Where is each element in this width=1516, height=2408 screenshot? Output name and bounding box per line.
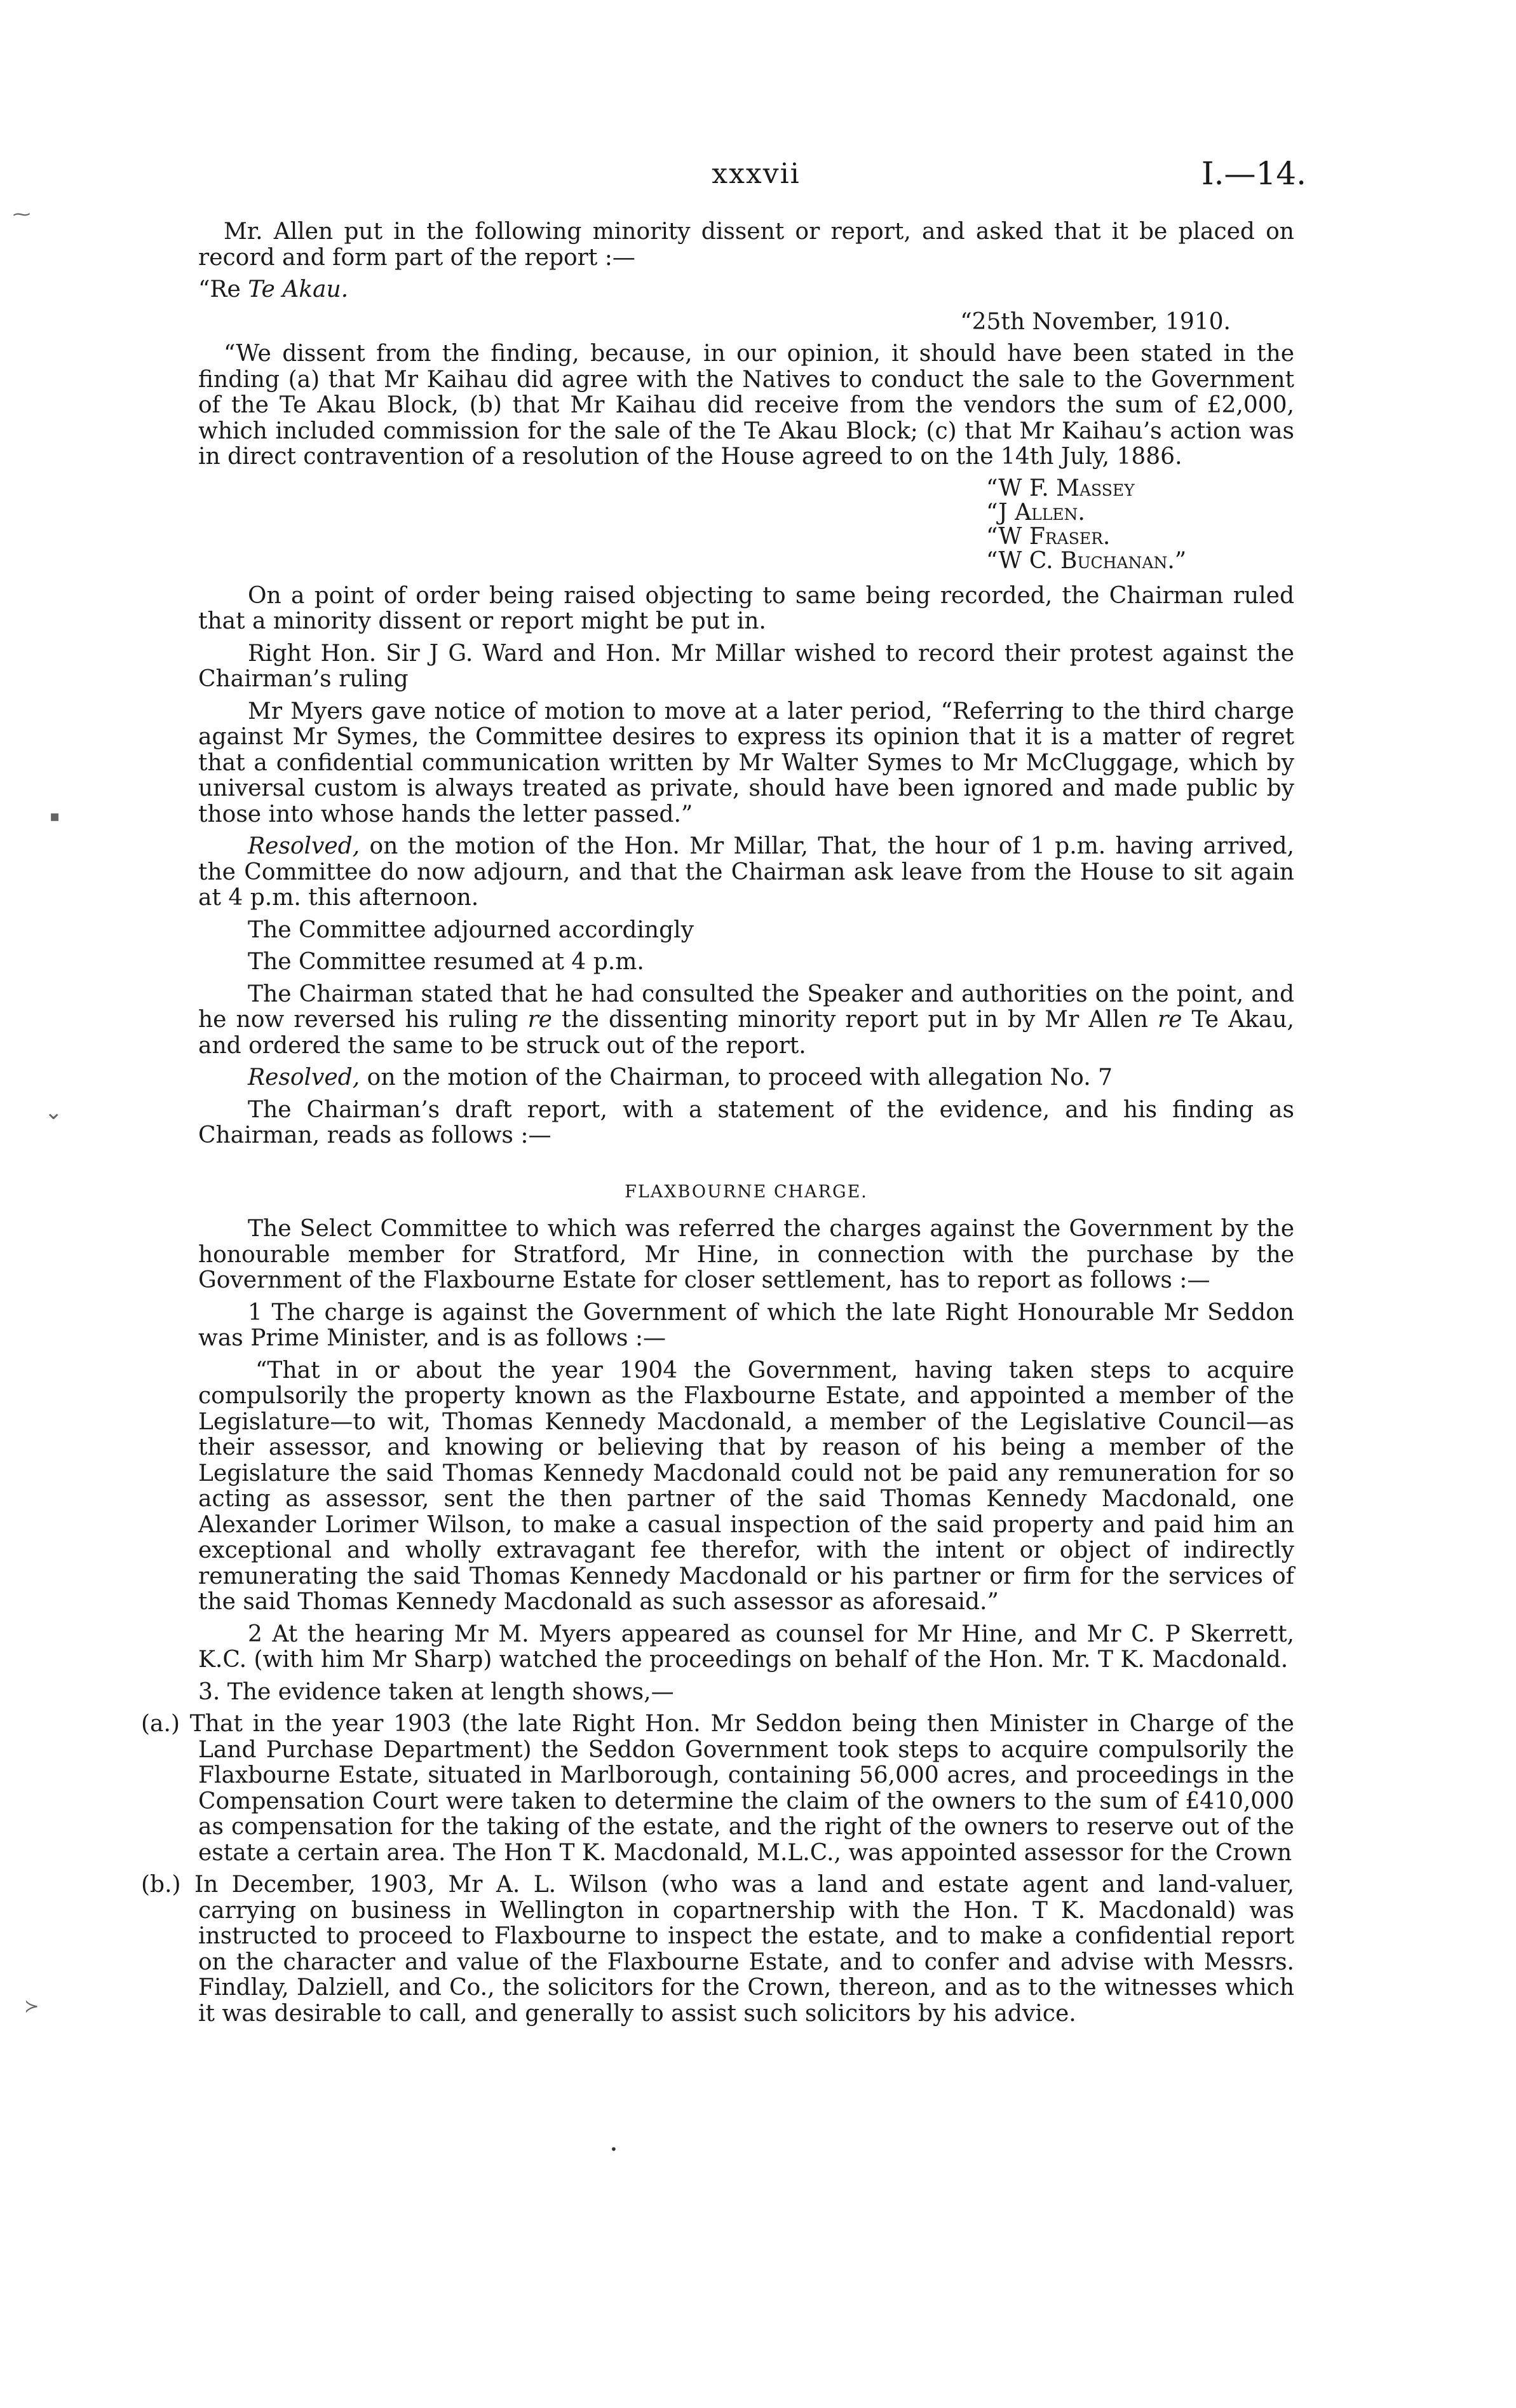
flaxbourne-intro: The Select Committee to which was referred the charges against the Government by the honourable member for Stratford, Mr Hine, in connection with the purchase by the Government of the Flaxbourne Estate for closer settlement, has to report as follows :— bbox=[198, 1216, 1294, 1293]
re-title: Te Akau. bbox=[248, 276, 349, 303]
margin-scan-mark: ⌄ bbox=[44, 1099, 63, 1125]
committee-resumed: The Committee resumed at 4 p.m. bbox=[248, 949, 644, 975]
document-body bbox=[141, 219, 1294, 2033]
hearing-2: 2 At the hearing Mr M. Myers appeared as counsel for Mr Hine, and Mr C. P Skerrett, K.C. (with him Mr Sharp) watched the proceedings on behalf of the Hon. Mr. T K. Macdonald. bbox=[198, 1621, 1294, 1673]
myers-motion: Mr Myers gave notice of motion to move at a later period, “Referring to the third charge against Mr Symes, the Committee desires to express its opinion that it is a matter of regret that a confidential communication written by Mr Walter Symes to Mr McCluggage, which by universal custom is always treated as private, should have been ignored and made public by those into whose hands the letter passed.” bbox=[198, 698, 1294, 827]
ruling-reversed bbox=[198, 982, 1294, 1059]
ruling-reversed-part-a: The Chairman stated that he had consulted the Speaker and authorities on the point, and he now reversed his ruling bbox=[198, 981, 1294, 1033]
evidence-3: 3. The evidence taken at length shows,— bbox=[198, 1678, 674, 1705]
flaxbourne-heading: FLAXBOURNE CHARGE. bbox=[625, 1181, 868, 1202]
ruling-reversed-part-b: the dissenting minority report put in by Mr Allen bbox=[552, 1007, 1158, 1033]
signature-fraser: “W Fraser. bbox=[986, 523, 1111, 550]
document-reference: I.—14. bbox=[1201, 155, 1306, 192]
ruling-re-2: re bbox=[1157, 1007, 1182, 1033]
resolved-label: Resolved, bbox=[248, 833, 360, 859]
draft-report-intro: The Chairman’s draft report, with a statement of the evidence, and his finding as Chairman, reads as follows :— bbox=[198, 1096, 1294, 1148]
list-item: (b.) In December, 1903, Mr A. L. Wilson (who was a land and estate agent and land-valuer, carrying on business in Wellington in copartnership with the Hon. T K. Macdonald) was instructed to proceed to Flaxbourne to inspect the estate, and to make a confidential report on the character and value of the Flaxbourne Estate, and to confer and advise with Messrs. Findlay, Dalziell, and Co., the solicitors for the Crown, thereon, and as to the witnesses which it was desirable to call, and generally to assist such solicitors by his advice. bbox=[141, 1872, 1294, 2027]
margin-dash-mark: ▪ bbox=[50, 807, 60, 825]
page-dot: • bbox=[610, 2142, 618, 2157]
signature-massey: “W F. Massey bbox=[986, 475, 1135, 501]
committee-adjourned: The Committee adjourned accordingly bbox=[248, 916, 694, 943]
ruling-reversed-part-c: Te Akau, and ordered the same to be struck out of the report. bbox=[198, 1007, 1294, 1059]
resolved-adjourn bbox=[198, 834, 1294, 911]
resolved-allegation bbox=[198, 1065, 1294, 1091]
charge-1: 1 The charge is against the Government of which the late Right Honourable Mr Seddon was Prime Minister, and is as follows :— bbox=[198, 1299, 1294, 1351]
page-number: xxxvii bbox=[712, 158, 801, 190]
resolved-label-2: Resolved, bbox=[248, 1065, 360, 1091]
minority-text: “We dissent from the finding, because, in our opinion, it should have been stated in the finding (a) that Mr Kaihau did agree with the Natives to conduct the sale to the Government of the Te Akau Block, (b) that Mr Kaihau did receive from the vendors the sum of £2,000, which included commission for the sale of the Te Akau Block; (c) that Mr Kaihau’s action was in direct contravention of a resolution of the House agreed to on the 14th July, 1886. bbox=[198, 341, 1294, 470]
margin-scan-mark: ⁓ bbox=[13, 203, 30, 224]
protest-paragraph: Right Hon. Sir J G. Ward and Hon. Mr Millar wished to record their protest against the Chairman’s ruling bbox=[198, 640, 1294, 692]
margin-scan-mark: ≻ bbox=[24, 1996, 39, 2017]
list-item: (a.) That in the year 1903 (the late Right Hon. Mr Seddon being then Minister in Charge of the Land Purchase Department) the Seddon Government took steps to acquire compulsorily the Flaxbourne Estate, situated in Marlborough, containing 56,000 acres, and proceedings in the Compensation Court were taken to determine the claim of the owners to the sum of £410,000 as compensation for the taking of the estate, and the right of the owners to reserve out of the estate a certain area. The Hon T K. Macdonald, M.L.C., was appointed assessor for the Crown bbox=[141, 1711, 1294, 1866]
signature-allen: “J Allen. bbox=[986, 499, 1085, 526]
charge-quote: “That in or about the year 1904 the Government, having taken steps to acquire compulsorily the property known as the Flaxbourne Estate, and appointed a member of the Legislature—to wit, Thomas Kennedy Macdonald, a member of the Legislative Council—as their assessor, and knowing or believing that by reason of his being a member of the Legislature the said Thomas Kennedy Macdonald could not be paid any remuneration for so acting as assessor, sent the then partner of the said Thomas Kennedy Macdonald, one Alexander Lorimer Wilson, to make a casual inspection of the said property and paid him an exceptional and wholly extravagant fee therefor, with the intent or object of indirectly remunerating the said Thomas Kennedy Macdonald or his partner or firm for the services of the said Thomas Kennedy Macdonald as such assessor as aforesaid.” bbox=[198, 1357, 1294, 1615]
minority-date: “25th November, 1910. bbox=[960, 308, 1231, 335]
resolved-allegation-text: on the motion of the Chairman, to proceed with allegation No. 7 bbox=[360, 1065, 1113, 1091]
ruling-re-1: re bbox=[527, 1007, 552, 1033]
minority-re-heading bbox=[198, 277, 1294, 303]
signature-block bbox=[986, 477, 1294, 573]
evidence-list bbox=[141, 1711, 1294, 2027]
resolved-adjourn-text: on the motion of the Hon. Mr Millar, That, the hour of 1 p.m. having arrived, the Committee do now adjourn, and that the Chairman ask leave from the House to sit again at 4 p.m. this afternoon. bbox=[198, 833, 1294, 911]
point-of-order: On a point of order being raised objecting to same being recorded, the Chairman ruled that a minority dissent or report might be put in. bbox=[198, 582, 1294, 634]
minority-intro: Mr. Allen put in the following minority dissent or report, and asked that it be placed on record and form part of the report :— bbox=[198, 219, 1294, 271]
signature-buchanan: “W C. Buchanan.” bbox=[986, 547, 1187, 574]
re-prefix: “Re bbox=[198, 276, 248, 303]
